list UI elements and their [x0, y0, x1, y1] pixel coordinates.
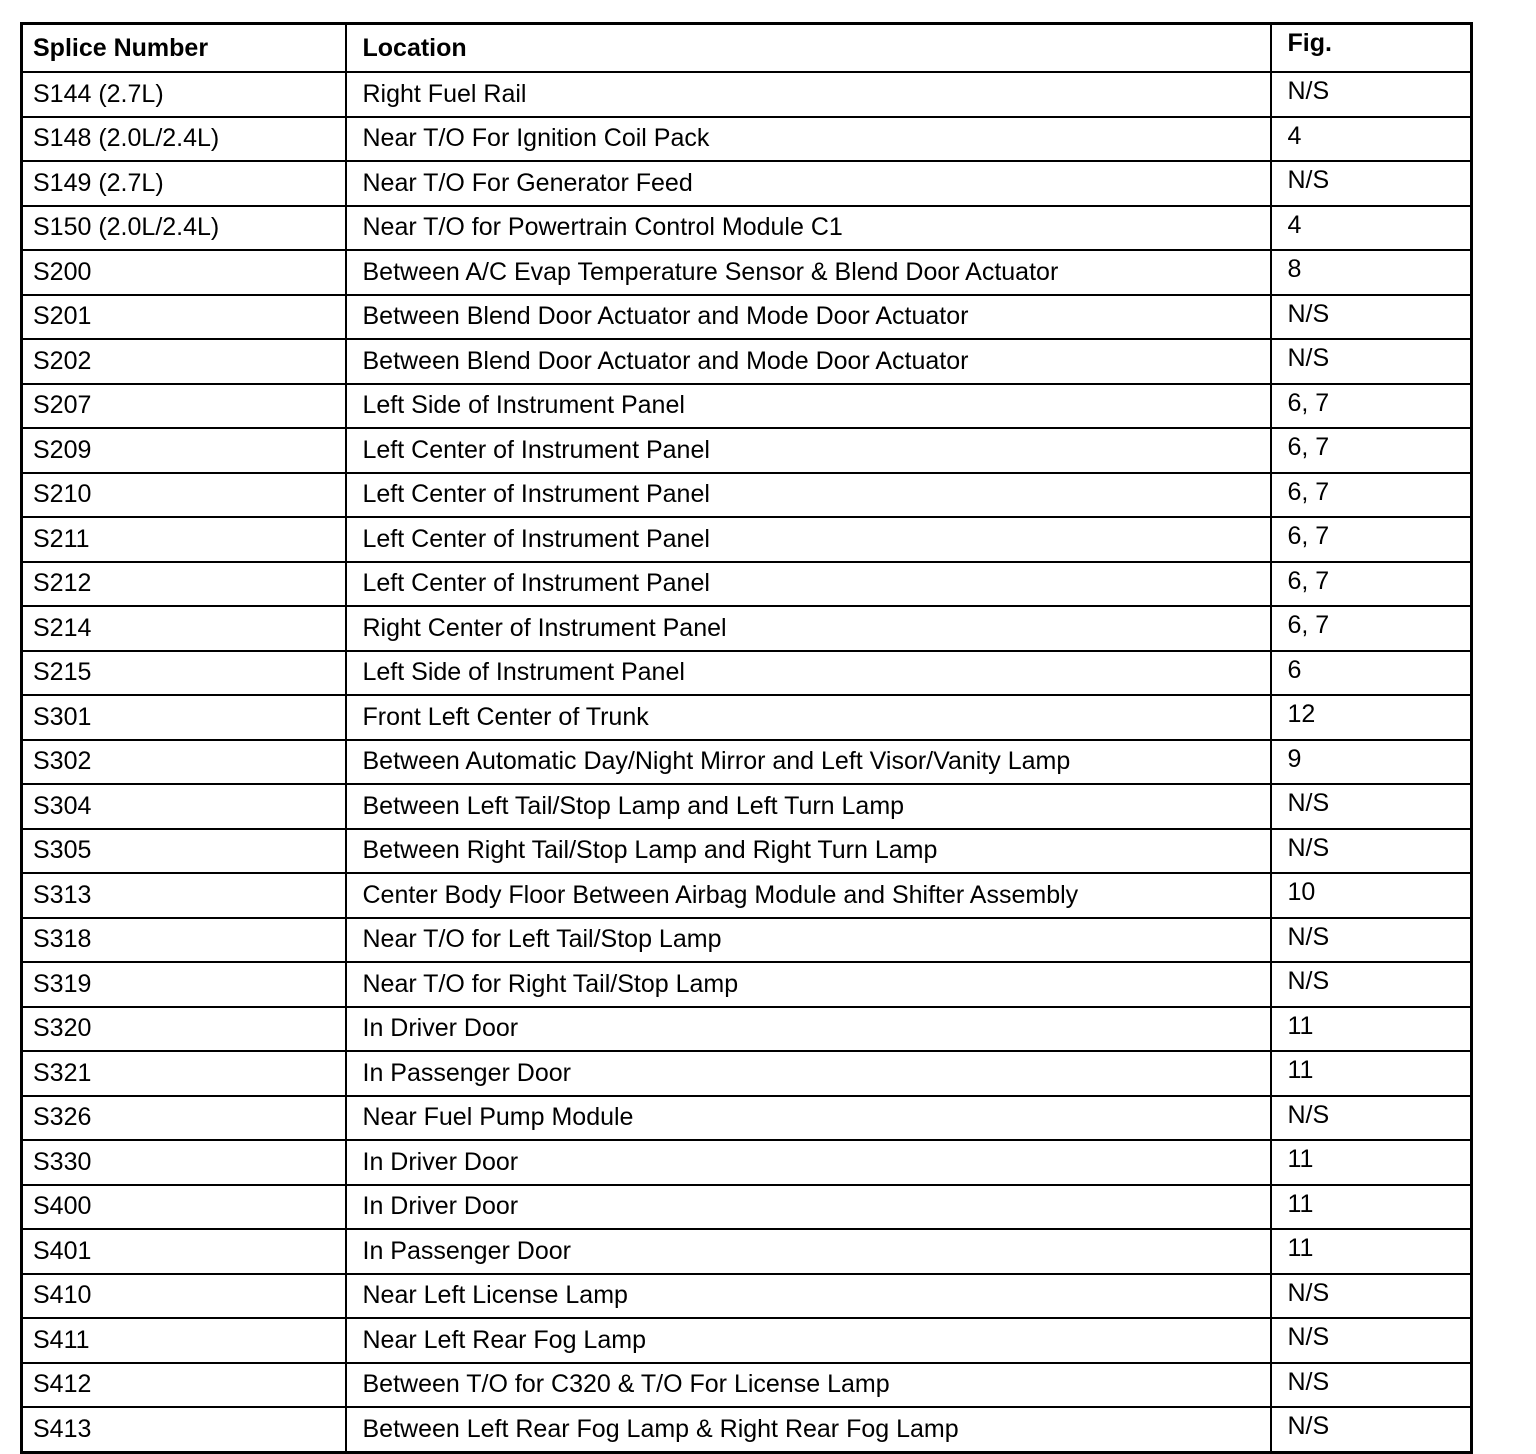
splice-number-cell: S148 (2.0L/2.4L) [22, 117, 346, 162]
location-cell: Between Right Tail/Stop Lamp and Right Turn Lamp [346, 829, 1271, 874]
table-row [22, 1096, 1472, 1141]
location-cell: Between Blend Door Actuator and Mode Door Actuator [346, 295, 1271, 340]
table-row [22, 1007, 1472, 1052]
location-cell: Left Center of Instrument Panel [346, 473, 1271, 518]
table-row [22, 962, 1472, 1007]
table-row [22, 517, 1472, 562]
location-cell: Near T/O for Left Tail/Stop Lamp [346, 918, 1271, 963]
table-row [22, 1140, 1472, 1185]
location-cell: Left Center of Instrument Panel [346, 562, 1271, 607]
splice-number-cell: S200 [22, 250, 346, 295]
table-body [22, 72, 1472, 1452]
fig-cell: 6, 7 [1271, 384, 1472, 429]
table-row [22, 428, 1472, 473]
table-row [22, 473, 1472, 518]
location-cell: Right Fuel Rail [346, 72, 1271, 117]
fig-cell: 6, 7 [1271, 473, 1472, 518]
fig-cell: 4 [1271, 206, 1472, 251]
fig-cell: 9 [1271, 740, 1472, 785]
column-header-fig: Fig. [1271, 24, 1472, 73]
splice-number-cell: S149 (2.7L) [22, 161, 346, 206]
table-row [22, 829, 1472, 874]
column-header-location: Location [346, 24, 1271, 73]
splice-number-cell: S302 [22, 740, 346, 785]
splice-number-cell: S412 [22, 1363, 346, 1408]
splice-number-cell: S215 [22, 651, 346, 696]
table-header-row [22, 24, 1472, 73]
splice-number-cell: S320 [22, 1007, 346, 1052]
table-row [22, 873, 1472, 918]
fig-cell: N/S [1271, 962, 1472, 1007]
splice-number-cell: S400 [22, 1185, 346, 1230]
fig-cell: 6, 7 [1271, 562, 1472, 607]
location-cell: Near T/O For Ignition Coil Pack [346, 117, 1271, 162]
location-cell: Right Center of Instrument Panel [346, 606, 1271, 651]
location-cell: Between Left Tail/Stop Lamp and Left Turn Lamp [346, 784, 1271, 829]
table-row [22, 72, 1472, 117]
table-row [22, 651, 1472, 696]
splice-number-cell: S150 (2.0L/2.4L) [22, 206, 346, 251]
fig-cell: 11 [1271, 1051, 1472, 1096]
table-row [22, 1051, 1472, 1096]
table-row [22, 1407, 1472, 1452]
location-cell: In Driver Door [346, 1007, 1271, 1052]
location-cell: In Driver Door [346, 1185, 1271, 1230]
location-cell: Left Side of Instrument Panel [346, 651, 1271, 696]
splice-number-cell: S318 [22, 918, 346, 963]
splice-number-cell: S212 [22, 562, 346, 607]
table-row [22, 295, 1472, 340]
location-cell: Near T/O for Right Tail/Stop Lamp [346, 962, 1271, 1007]
fig-cell: N/S [1271, 1274, 1472, 1319]
splice-number-cell: S301 [22, 695, 346, 740]
location-cell: Near Fuel Pump Module [346, 1096, 1271, 1141]
location-cell: Left Center of Instrument Panel [346, 428, 1271, 473]
splice-number-cell: S201 [22, 295, 346, 340]
table-row [22, 1185, 1472, 1230]
location-cell: Between A/C Evap Temperature Sensor & Blend Door Actuator [346, 250, 1271, 295]
fig-cell: N/S [1271, 1318, 1472, 1363]
fig-cell: 4 [1271, 117, 1472, 162]
splice-number-cell: S144 (2.7L) [22, 72, 346, 117]
fig-cell: 6 [1271, 651, 1472, 696]
location-cell: Near Left License Lamp [346, 1274, 1271, 1319]
fig-cell: N/S [1271, 1363, 1472, 1408]
fig-cell: 11 [1271, 1185, 1472, 1230]
table-row [22, 1363, 1472, 1408]
location-cell: Left Side of Instrument Panel [346, 384, 1271, 429]
splice-number-cell: S330 [22, 1140, 346, 1185]
splice-number-cell: S411 [22, 1318, 346, 1363]
table-row [22, 562, 1472, 607]
location-cell: Left Center of Instrument Panel [346, 517, 1271, 562]
fig-cell: N/S [1271, 161, 1472, 206]
location-cell: Near T/O for Powertrain Control Module C1 [346, 206, 1271, 251]
splice-location-table [20, 22, 1473, 1454]
fig-cell: 11 [1271, 1007, 1472, 1052]
fig-cell: 12 [1271, 695, 1472, 740]
fig-cell: 6, 7 [1271, 517, 1472, 562]
splice-number-cell: S401 [22, 1229, 346, 1274]
splice-number-cell: S319 [22, 962, 346, 1007]
location-cell: In Passenger Door [346, 1229, 1271, 1274]
splice-number-cell: S210 [22, 473, 346, 518]
table-row [22, 339, 1472, 384]
table-row [22, 117, 1472, 162]
column-header-splice-number: Splice Number [22, 24, 346, 73]
fig-cell: 11 [1271, 1229, 1472, 1274]
fig-cell: N/S [1271, 339, 1472, 384]
fig-cell: 10 [1271, 873, 1472, 918]
location-cell: Between Automatic Day/Night Mirror and Left Visor/Vanity Lamp [346, 740, 1271, 785]
table-row [22, 695, 1472, 740]
splice-number-cell: S214 [22, 606, 346, 651]
splice-number-cell: S304 [22, 784, 346, 829]
splice-number-cell: S211 [22, 517, 346, 562]
fig-cell: N/S [1271, 918, 1472, 963]
location-cell: Front Left Center of Trunk [346, 695, 1271, 740]
splice-number-cell: S313 [22, 873, 346, 918]
fig-cell: N/S [1271, 295, 1472, 340]
splice-number-cell: S413 [22, 1407, 346, 1452]
table-row [22, 161, 1472, 206]
fig-cell: 6, 7 [1271, 428, 1472, 473]
fig-cell: N/S [1271, 1096, 1472, 1141]
location-cell: Center Body Floor Between Airbag Module and Shifter Assembly [346, 873, 1271, 918]
fig-cell: 6, 7 [1271, 606, 1472, 651]
table-row [22, 250, 1472, 295]
location-cell: In Passenger Door [346, 1051, 1271, 1096]
fig-cell: 8 [1271, 250, 1472, 295]
table-row [22, 918, 1472, 963]
location-cell: Near T/O For Generator Feed [346, 161, 1271, 206]
fig-cell: N/S [1271, 72, 1472, 117]
location-cell: Between T/O for C320 & T/O For License Lamp [346, 1363, 1271, 1408]
location-cell: Near Left Rear Fog Lamp [346, 1318, 1271, 1363]
location-cell: Between Blend Door Actuator and Mode Door Actuator [346, 339, 1271, 384]
splice-number-cell: S305 [22, 829, 346, 874]
location-cell: Between Left Rear Fog Lamp & Right Rear Fog Lamp [346, 1407, 1271, 1452]
splice-number-cell: S410 [22, 1274, 346, 1319]
splice-number-cell: S326 [22, 1096, 346, 1141]
table-row [22, 740, 1472, 785]
splice-number-cell: S209 [22, 428, 346, 473]
splice-number-cell: S202 [22, 339, 346, 384]
table-row [22, 206, 1472, 251]
table-row [22, 384, 1472, 429]
table-row [22, 784, 1472, 829]
table-row [22, 606, 1472, 651]
table-row [22, 1318, 1472, 1363]
fig-cell: N/S [1271, 784, 1472, 829]
splice-number-cell: S321 [22, 1051, 346, 1096]
fig-cell: N/S [1271, 1407, 1472, 1452]
table-row [22, 1274, 1472, 1319]
table-row [22, 1229, 1472, 1274]
fig-cell: 11 [1271, 1140, 1472, 1185]
location-cell: In Driver Door [346, 1140, 1271, 1185]
splice-number-cell: S207 [22, 384, 346, 429]
fig-cell: N/S [1271, 829, 1472, 874]
